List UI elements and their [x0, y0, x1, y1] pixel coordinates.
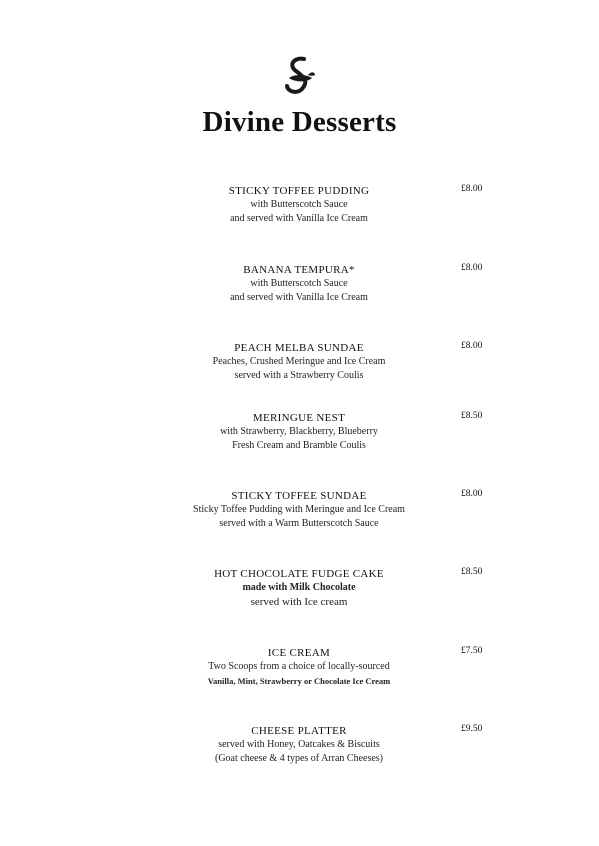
- menu-item: [0, 646, 599, 688]
- item-description: with Butterscotch Sauce: [250, 278, 348, 289]
- item-name: BANANA TEMPURA*: [243, 264, 355, 276]
- item-description: with Strawberry, Blackberry, Blueberry: [220, 426, 378, 437]
- item-price: £8.50: [461, 567, 483, 577]
- item-price: £8.50: [461, 411, 483, 421]
- item-description: Vanilla, Mint, Strawberry or Chocolate Ice Cream: [207, 676, 391, 686]
- menu-item: [0, 263, 599, 305]
- item-description: Fresh Cream and Bramble Coulis: [232, 440, 366, 451]
- item-description: Sticky Toffee Pudding with Meringue and Ice Cream: [193, 504, 405, 515]
- page-title: Divine Desserts: [202, 106, 397, 138]
- item-price: £8.00: [461, 489, 483, 499]
- item-description: and served with Vanilla Ice Cream: [230, 213, 368, 224]
- menu-item: [0, 184, 599, 226]
- item-description: made with Milk Chocolate: [242, 582, 356, 593]
- item-name: ICE CREAM: [267, 647, 331, 659]
- item-description: served with Ice cream: [250, 596, 348, 608]
- item-name: CHEESE PLATTER: [251, 725, 347, 737]
- item-price: £8.00: [461, 341, 483, 351]
- menu-item: [0, 341, 599, 383]
- item-name: STICKY TOFFEE PUDDING: [228, 185, 370, 197]
- item-name: STICKY TOFFEE SUNDAE: [231, 490, 367, 502]
- item-name: HOT CHOCOLATE FUDGE CAKE: [214, 568, 384, 580]
- item-price: £9.50: [461, 724, 483, 734]
- item-description: served with a Warm Butterscotch Sauce: [219, 518, 379, 529]
- item-name: PEACH MELBA SUNDAE: [234, 342, 364, 354]
- menu-item: [0, 567, 599, 610]
- menu-item: [0, 724, 599, 766]
- menu-item: [0, 411, 599, 453]
- item-price: £8.00: [461, 184, 483, 194]
- item-description: with Butterscotch Sauce: [250, 199, 348, 210]
- item-description: served with a Strawberry Coulis: [234, 370, 364, 381]
- item-price: £8.00: [461, 263, 483, 273]
- item-description: Two Scoops from a choice of locally-sourced: [208, 661, 390, 672]
- menu-item: [0, 489, 599, 531]
- item-description: served with Honey, Oatcakes & Biscuits: [218, 739, 380, 750]
- item-description: Peaches, Crushed Meringue and Ice Cream: [212, 356, 386, 367]
- item-description: (Goat cheese & 4 types of Arran Cheeses): [215, 753, 383, 764]
- item-price: £7.50: [461, 646, 483, 656]
- logo-icon: [282, 56, 318, 96]
- item-name: MERINGUE NEST: [252, 412, 346, 424]
- item-description: and served with Vanilla Ice Cream: [230, 292, 368, 303]
